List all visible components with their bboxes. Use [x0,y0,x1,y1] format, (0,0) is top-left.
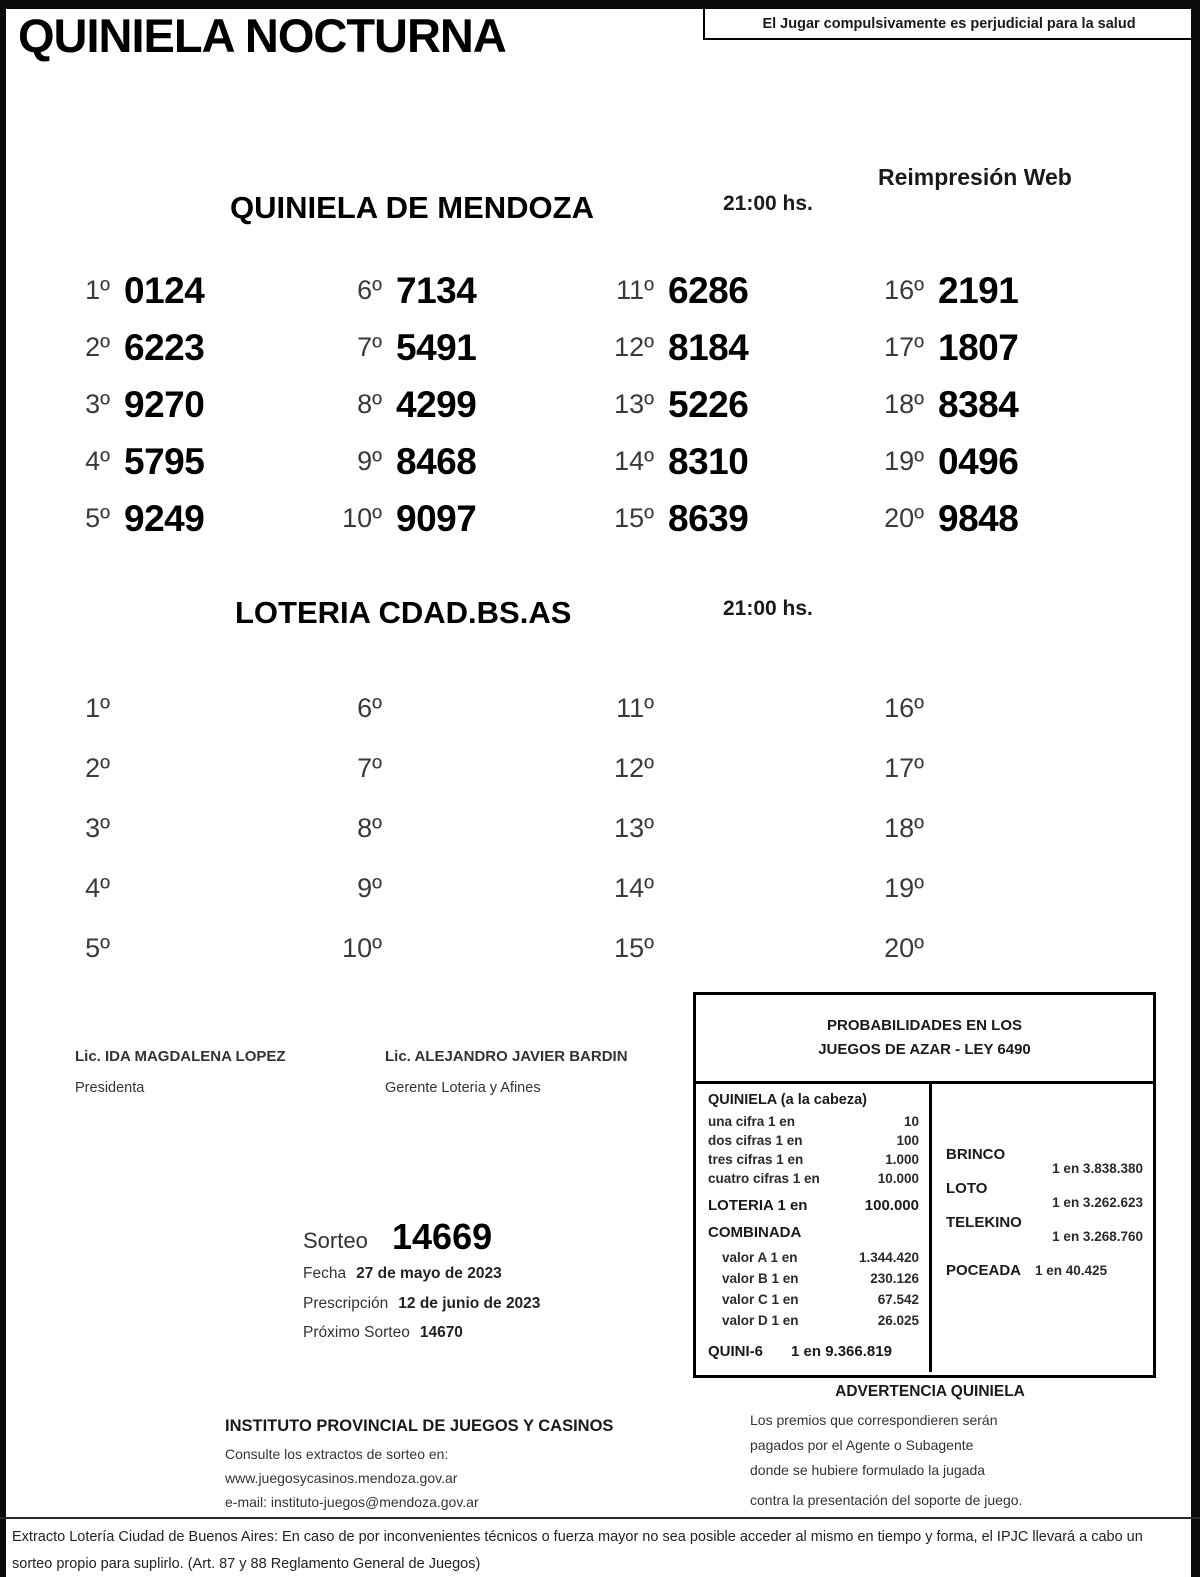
proximo-sorteo-value: 14670 [419,1324,463,1341]
position-label: 14º [614,872,654,903]
result-cell [330,738,602,798]
position-label: 16º [884,275,924,305]
position-label: 15º [614,932,654,963]
result-cell [872,918,1152,978]
odds-label: dos cifras 1 en [708,1133,803,1148]
winning-number: 6223 [124,326,205,368]
position-label: 7º [357,332,382,362]
odds-row [708,1112,919,1131]
winning-number: 6286 [668,269,749,311]
page-border-right [1191,0,1200,1577]
result-cell [602,858,872,918]
result-cell [872,738,1152,798]
odds-value: 26.025 [877,1313,919,1328]
quini6-odds-row [708,1343,919,1360]
winning-number: 8384 [938,383,1019,425]
result-cell [58,376,330,433]
result-cell [872,433,1152,490]
quiniela-odds-header: QUINIELA (a la cabeza) [708,1092,868,1108]
result-cell [602,319,872,376]
fecha-row [303,1265,502,1283]
president-role: Presidenta [75,1080,145,1096]
position-label: 16º [884,692,924,723]
odds-label: valor C 1 en [722,1292,799,1307]
game-odds: 1 en 3.268.760 [1052,1229,1143,1244]
position-label: 14º [614,446,654,476]
position-label: 4º [85,446,110,476]
result-cell [602,678,872,738]
odds-value: 1 en 9.366.819 [791,1343,892,1360]
reprint-label: Reimpresión Web [878,164,1072,190]
odds-value: 100.000 [864,1197,919,1214]
advertencia-line: pagados por el Agente o Subagente [750,1437,974,1453]
probabilities-box [693,992,1156,1378]
page-title: QUINIELA NOCTURNA [18,9,506,62]
probabilities-right-column [932,1084,1153,1372]
manager-role: Gerente Loteria y Afines [385,1080,541,1096]
position-label: 19º [884,872,924,903]
advertencia-line: donde se hubiere formulado la jugada [750,1462,986,1478]
position-label: 5º [85,932,110,963]
odds-value: 100 [896,1133,919,1148]
position-label: 13º [614,389,654,419]
winning-number: 5491 [396,326,477,368]
result-cell [330,433,602,490]
result-cell [330,798,602,858]
advertencia-line: contra la presentación del soporte de juego. [750,1492,1023,1508]
position-label: 13º [614,812,654,843]
odds-label: una cifra 1 en [708,1114,796,1129]
odds-label: cuatro cifras 1 en [708,1171,820,1186]
president-name: Lic. IDA MAGDALENA LOPEZ [75,1048,286,1065]
winning-number: 7134 [396,269,477,311]
winning-number: 9270 [124,383,205,425]
institute-consult-line: Consulte los extractos de sorteo en: [225,1446,449,1462]
prescripcion-value: 12 de junio de 2023 [398,1295,541,1312]
result-cell [58,858,330,918]
manager-name: Lic. ALEJANDRO JAVIER BARDIN [385,1048,628,1065]
result-cell [58,678,330,738]
health-warning-box [703,9,1193,40]
position-label: 2º [85,752,110,783]
odds-row [708,1131,919,1150]
advertencia-title: ADVERTENCIA QUINIELA [835,1383,1025,1400]
position-label: 11º [616,275,654,305]
winning-number: 0124 [124,269,205,311]
position-label: 3º [85,389,110,419]
position-label: 5º [85,503,110,533]
position-label: 18º [884,812,924,843]
institute-email: e-mail: instituto-juegos@mendoza.gov.ar [225,1494,479,1510]
odds-label: valor D 1 en [722,1313,799,1328]
probabilities-title [696,995,1153,1084]
probabilities-title-line2: JUEGOS DE AZAR - LEY 6490 [818,1041,1031,1058]
odds-label: tres cifras 1 en [708,1152,804,1167]
odds-row [708,1247,919,1268]
position-label: 8º [357,389,382,419]
position-label: 4º [85,872,110,903]
game-odds-block [946,1180,1143,1210]
winning-number: 1807 [938,326,1019,368]
health-warning-text: El Jugar compulsivamente es perjudicial para la salud [762,15,1136,32]
position-label: 1º [85,275,110,305]
result-cell [330,490,602,547]
institute-contact [225,1442,479,1514]
winning-number: 8184 [668,326,749,368]
footnote-text: Extracto Lotería Ciudad de Buenos Aires: En caso de por inconvenientes técnicos o fuerza mayor no sea posible acceder al mismo en tiempo y forma, el IPJC llevará a cabo un sorteo propio para suplirlo. (Art. 87 y 88 Reglamento General de Juegos) [12,1529,1143,1572]
result-cell [58,319,330,376]
odds-label: valor B 1 en [722,1271,799,1286]
game-name: POCEADA [946,1262,1022,1279]
loteria-section-title: LOTERIA CDAD.BS.AS [235,595,572,630]
odds-label: LOTERIA 1 en [708,1197,808,1214]
winning-number: 8310 [668,440,749,482]
advertencia-line: Los premios que correspondieren serán [750,1412,998,1428]
winning-number: 9097 [396,497,477,539]
position-label: 9º [357,446,382,476]
position-label: 11º [616,692,654,723]
winning-number: 5226 [668,383,749,425]
odds-value: 230.126 [870,1271,919,1286]
odds-row [708,1310,919,1331]
proximo-sorteo-row [303,1324,463,1342]
position-label: 15º [614,503,654,533]
winning-number: 2191 [938,269,1019,311]
advertencia-text [750,1408,1022,1513]
winning-number: 9848 [938,497,1019,539]
game-odds-block [946,1146,1143,1176]
game-name: LOTO [946,1180,988,1197]
position-label: 20º [884,932,924,963]
page-border-left [0,0,6,1577]
odds-label: valor A 1 en [722,1250,798,1265]
result-cell [58,262,330,319]
game-odds-block [946,1214,1143,1244]
probabilities-left-column [696,1084,932,1372]
position-label: 8º [357,812,382,843]
result-cell [58,490,330,547]
position-label: 12º [614,752,654,783]
game-odds: 1 en 3.262.623 [1052,1195,1143,1210]
result-cell [330,319,602,376]
odds-value: 67.542 [877,1292,919,1307]
game-name: TELEKINO [946,1214,1022,1231]
mendoza-draw-time: 21:00 hs. [723,192,813,215]
result-cell [872,319,1152,376]
odds-value: 10 [903,1114,919,1129]
odds-row [708,1169,919,1188]
position-label: 10º [342,932,382,963]
winning-number: 5795 [124,440,205,482]
mendoza-section-title: QUINIELA DE MENDOZA [230,190,594,225]
footer-divider [0,1517,1200,1519]
position-label: 3º [85,812,110,843]
game-odds: 1 en 40.425 [1035,1263,1108,1278]
position-label: 20º [884,503,924,533]
institute-website: www.juegosycasinos.mendoza.gov.ar [225,1470,458,1486]
poceada-odds-row [946,1262,1143,1279]
position-label: 18º [884,389,924,419]
result-cell [872,858,1152,918]
odds-value: 1.000 [885,1152,919,1167]
winning-number: 8468 [396,440,477,482]
combinada-header: COMBINADA [708,1224,802,1241]
result-cell [602,918,872,978]
result-cell [330,918,602,978]
odds-value: 1.344.420 [858,1250,919,1265]
winning-number: 4299 [396,383,477,425]
position-label: 17º [884,752,924,783]
fecha-value: 27 de mayo de 2023 [356,1265,502,1282]
result-cell [602,262,872,319]
result-cell [602,490,872,547]
probabilities-title-line1: PROBABILIDADES EN LOS [826,1017,1022,1034]
result-cell [330,376,602,433]
result-cell [602,738,872,798]
result-cell [58,918,330,978]
odds-value: 10.000 [877,1171,919,1186]
result-cell [872,262,1152,319]
institute-name: INSTITUTO PROVINCIAL DE JUEGOS Y CASINOS [225,1417,614,1435]
proximo-sorteo-label: Próximo Sorteo [303,1324,410,1341]
result-cell [58,738,330,798]
winning-number: 0496 [938,440,1019,482]
fecha-label: Fecha [303,1265,347,1282]
game-name: BRINCO [946,1146,1006,1163]
result-cell [872,798,1152,858]
position-label: 1º [85,692,110,723]
winning-number: 9249 [124,497,205,539]
result-cell [58,798,330,858]
position-label: 2º [85,332,110,362]
prescripcion-label: Prescripción [303,1295,389,1312]
winning-number: 8639 [668,497,749,539]
position-label: 7º [357,752,382,783]
position-label: 19º [884,446,924,476]
result-cell [872,376,1152,433]
result-cell [58,433,330,490]
loteria-draw-time: 21:00 hs. [723,597,813,620]
position-label: 10º [342,503,382,533]
odds-label: QUINI-6 [708,1343,764,1360]
odds-row [708,1268,919,1289]
prescripcion-row [303,1295,540,1313]
loteria-results-grid [58,678,1152,978]
result-cell [872,490,1152,547]
result-cell [602,433,872,490]
game-odds: 1 en 3.838.380 [1052,1161,1143,1176]
result-cell [872,678,1152,738]
position-label: 12º [614,332,654,362]
position-label: 17º [884,332,924,362]
odds-row [708,1150,919,1169]
odds-row [708,1289,919,1310]
result-cell [330,262,602,319]
loteria-odds-row [708,1196,919,1216]
position-label: 9º [357,872,382,903]
result-cell [330,858,602,918]
sorteo-number: 14669 [392,1216,493,1257]
mendoza-results-grid [58,262,1152,547]
position-label: 6º [357,275,382,305]
sorteo-label: Sorteo [303,1228,368,1253]
result-cell [602,376,872,433]
result-cell [330,678,602,738]
result-cell [602,798,872,858]
position-label: 6º [357,692,382,723]
